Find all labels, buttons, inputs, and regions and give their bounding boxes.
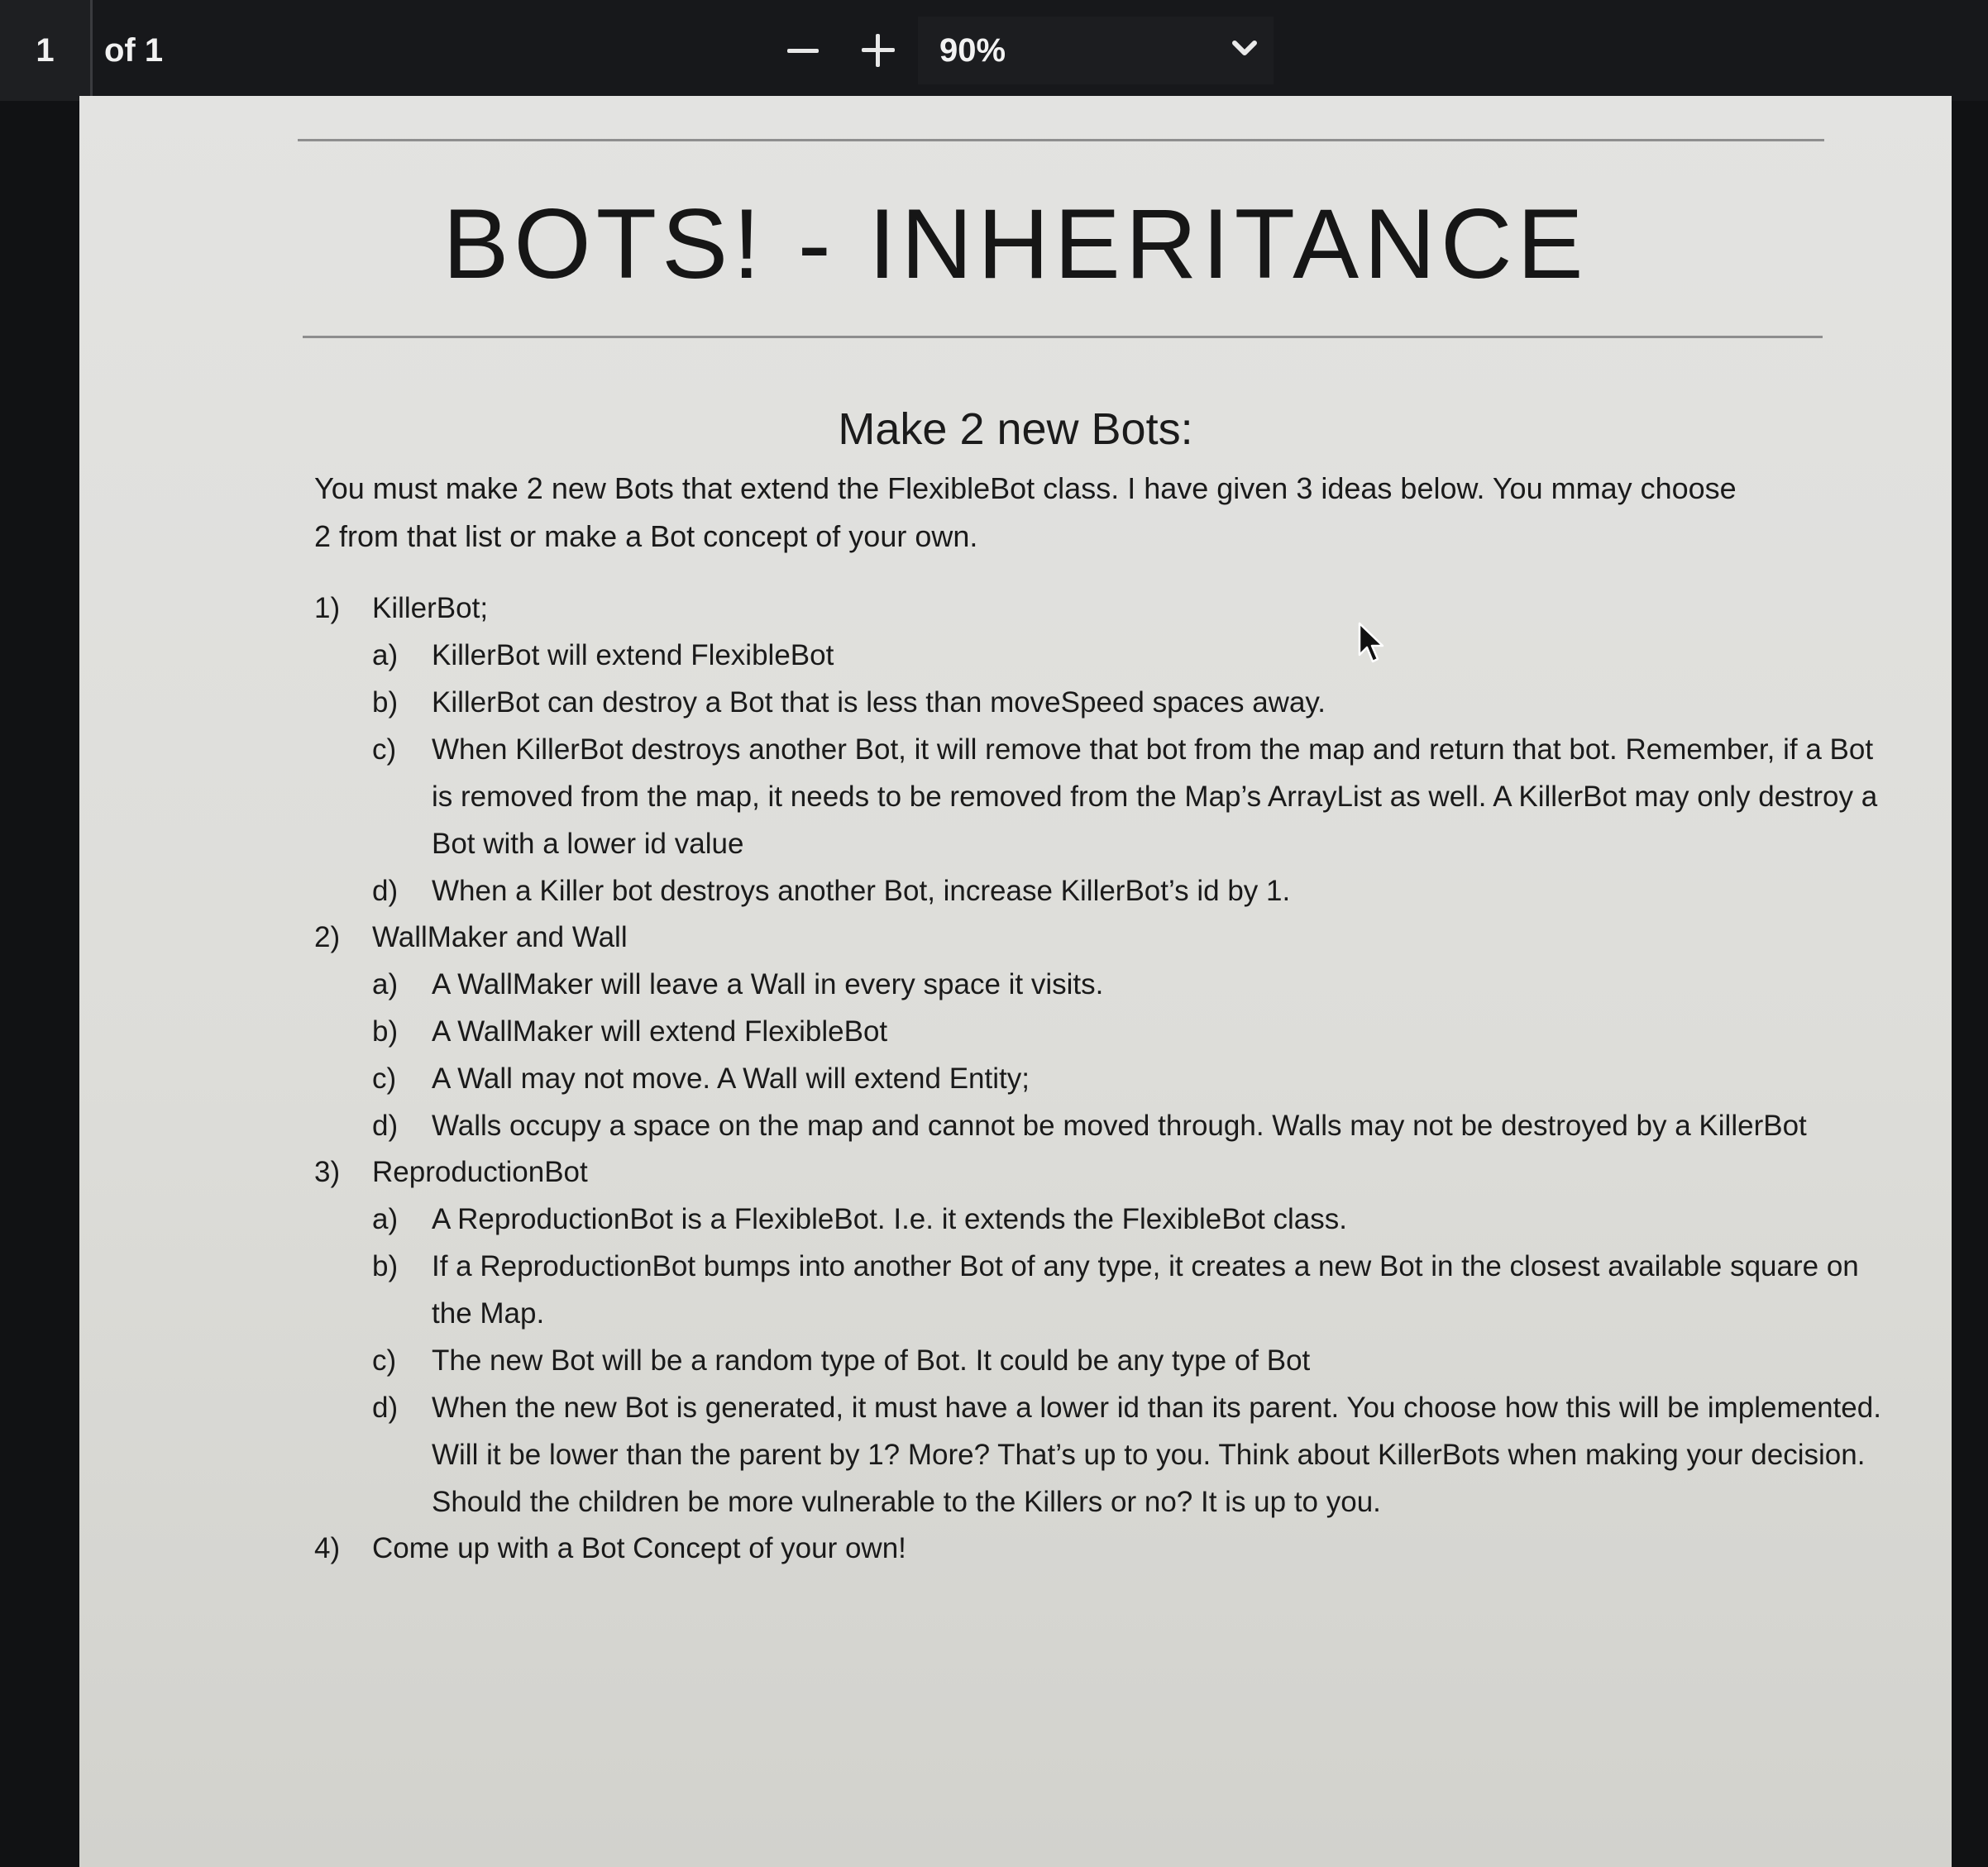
sublist-text: When KillerBot destroys another Bot, it will remove that bot from the map and return that bot. Remember, if a Bot is removed from the map, it needs to be removed from the Map’s ArrayList as well. A KillerBot may only destroy a Bot with a lower id value bbox=[432, 733, 1878, 860]
intro-line: 2 from that list or make a Bot concept of your own. bbox=[314, 519, 978, 553]
document-page bbox=[79, 96, 1952, 1867]
section-heading: Make 2 new Bots: bbox=[838, 404, 1193, 454]
sublist bbox=[314, 632, 1885, 914]
sublist-text: The new Bot will be a random type of Bot. It could be any type of Bot bbox=[432, 1344, 1311, 1377]
sublist-letter: c) bbox=[372, 733, 397, 766]
sublist-letter: d) bbox=[372, 1392, 399, 1424]
sublist-text: A Wall may not move. A Wall will extend Entity; bbox=[432, 1062, 1030, 1095]
intro-line: You must make 2 new Bots that extend the FlexibleBot class. I have given 3 ideas below. You mmay choose bbox=[314, 471, 1737, 505]
sublist-item bbox=[372, 726, 1885, 867]
zoom-level-select[interactable] bbox=[918, 17, 1274, 84]
sublist-letter: a) bbox=[372, 639, 399, 671]
list-item-reproductionbot bbox=[314, 1149, 1885, 1526]
sublist-text: A WallMaker will extend FlexibleBot bbox=[432, 1015, 888, 1048]
sublist-item bbox=[372, 1337, 1885, 1384]
sublist-text: When the new Bot is generated, it must have a lower id than its parent. You choose how this will be implemented. Will it be lower than the parent by 1? More? That’s up to you. Think about KillerBots when making your decision. Should the children be more vulnerable to the Killers or no? It is up to you. bbox=[432, 1392, 1881, 1518]
sublist-letter: b) bbox=[372, 1015, 399, 1048]
chevron-down-icon bbox=[1228, 36, 1261, 61]
bot-ideas-list bbox=[314, 585, 1885, 1572]
sublist-text: A ReproductionBot is a FlexibleBot. I.e. it extends the FlexibleBot class. bbox=[432, 1203, 1347, 1235]
sublist-letter: b) bbox=[372, 1250, 399, 1282]
viewer-toolbar bbox=[0, 0, 1988, 101]
sublist-text: A WallMaker will leave a Wall in every space it visits. bbox=[432, 968, 1104, 1000]
sublist-text: If a ReproductionBot bumps into another Bot of any type, it creates a new Bot in the closest available square on the Map. bbox=[432, 1250, 1859, 1330]
sublist-item bbox=[372, 867, 1885, 914]
sublist bbox=[314, 1196, 1885, 1526]
sublist-letter: d) bbox=[372, 1110, 399, 1142]
list-number: 3) bbox=[314, 1156, 341, 1188]
list-item-title: ReproductionBot bbox=[372, 1156, 588, 1188]
sublist-letter: c) bbox=[372, 1062, 397, 1095]
list-item-title: Come up with a Bot Concept of your own! bbox=[372, 1532, 906, 1564]
sublist-text: When a Killer bot destroys another Bot, increase KillerBot’s id by 1. bbox=[432, 875, 1291, 907]
list-number: 4) bbox=[314, 1532, 341, 1564]
title-bottom-rule bbox=[303, 336, 1823, 338]
sublist-item bbox=[372, 679, 1885, 726]
list-item-killerbot bbox=[314, 585, 1885, 914]
sublist-letter: b) bbox=[372, 686, 399, 719]
list-number: 2) bbox=[314, 921, 341, 953]
sublist-letter: a) bbox=[372, 968, 399, 1000]
sublist-text: Walls occupy a space on the map and cannot be moved through. Walls may not be destroyed by a KillerBot bbox=[432, 1110, 1807, 1142]
list-item-title: WallMaker and Wall bbox=[372, 921, 628, 953]
sublist-item bbox=[372, 1243, 1885, 1337]
sublist-item bbox=[372, 632, 1885, 679]
page-number-input[interactable]: 1 bbox=[0, 0, 93, 101]
sublist-item bbox=[372, 1196, 1885, 1243]
intro-paragraph bbox=[314, 465, 1828, 561]
sublist-letter: d) bbox=[372, 875, 399, 907]
list-number: 1) bbox=[314, 592, 341, 624]
sublist-item bbox=[372, 1102, 1885, 1149]
title-top-rule bbox=[298, 139, 1824, 141]
sublist-text: KillerBot will extend FlexibleBot bbox=[432, 639, 834, 671]
sublist-item bbox=[372, 961, 1885, 1008]
sublist-item bbox=[372, 1384, 1885, 1526]
sublist-item bbox=[372, 1055, 1885, 1102]
page-total-label: of 1 bbox=[104, 31, 164, 69]
zoom-level-value: 90% bbox=[939, 31, 1006, 69]
list-item-title: KillerBot; bbox=[372, 592, 489, 624]
list-item-own-concept bbox=[314, 1526, 1885, 1572]
zoom-out-button[interactable] bbox=[782, 30, 824, 71]
sublist-letter: c) bbox=[372, 1344, 397, 1377]
sublist-text: KillerBot can destroy a Bot that is less than moveSpeed spaces away. bbox=[432, 686, 1326, 719]
sublist bbox=[314, 961, 1885, 1149]
mouse-pointer-icon bbox=[1358, 622, 1386, 665]
zoom-in-button[interactable] bbox=[857, 30, 898, 71]
sublist-item bbox=[372, 1008, 1885, 1055]
document-title: BOTS! - INHERITANCE bbox=[442, 189, 1589, 299]
sublist-letter: a) bbox=[372, 1203, 399, 1235]
list-item-wallmaker bbox=[314, 914, 1885, 1149]
